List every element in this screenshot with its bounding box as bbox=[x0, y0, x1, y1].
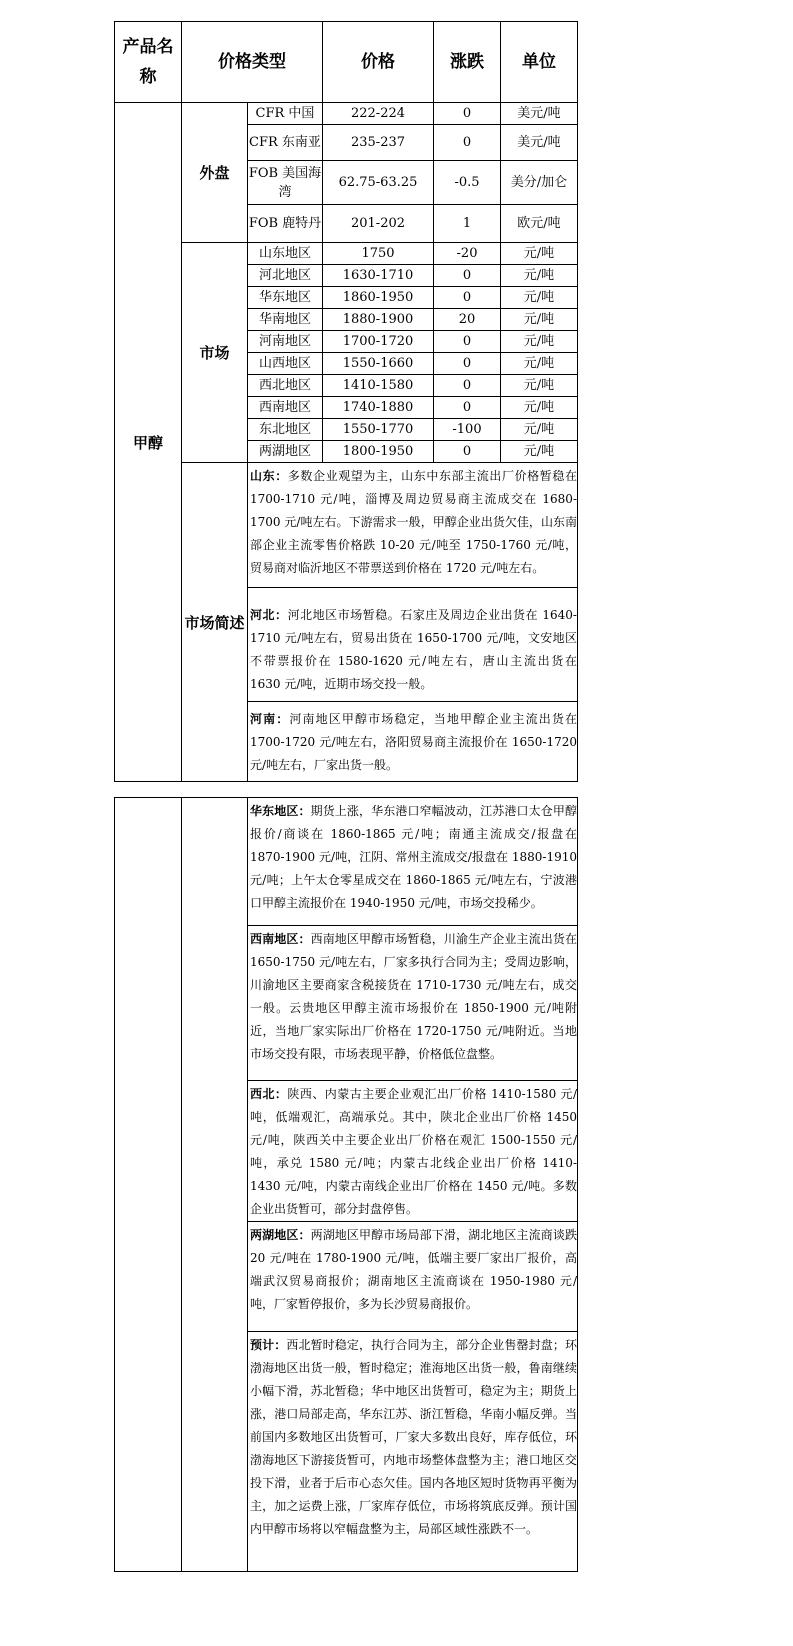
region-cell: 西南地区 bbox=[248, 397, 323, 419]
change-cell: 0 bbox=[434, 287, 501, 309]
price-cell: 1740-1880 bbox=[323, 397, 434, 419]
summary-title: 华东地区： bbox=[250, 804, 311, 818]
price-type-cell: CFR 中国 bbox=[248, 103, 323, 125]
unit-cell: 元/吨 bbox=[501, 287, 578, 309]
price-cell: 1630-1710 bbox=[323, 265, 434, 287]
price-cell: 1550-1660 bbox=[323, 353, 434, 375]
price-cell: 62.75-63.25 bbox=[323, 161, 434, 205]
region-cell: 河北地区 bbox=[248, 265, 323, 287]
table-row bbox=[115, 103, 578, 125]
table-row bbox=[115, 243, 578, 265]
unit-cell: 元/吨 bbox=[501, 265, 578, 287]
change-cell: 0 bbox=[434, 265, 501, 287]
summary-text: 期货上涨，华东港口窄幅波动，江苏港口太仓甲醇报价/商谈在 1860-1865 元/吨；南通主流成交/报盘在 1870-1900 元/吨，江阴、常州主流成交/报盘在 1880-1910 元/吨；上午太仓零星成交在 1860-1865 元/吨左右，宁波港口甲醇主流报价在 1940-1950 元/吨，市场交投稀少。 bbox=[250, 804, 577, 910]
continued-table bbox=[114, 797, 578, 1572]
change-cell: 0 bbox=[434, 397, 501, 419]
region-cell: 华南地区 bbox=[248, 309, 323, 331]
unit-cell: 元/吨 bbox=[501, 243, 578, 265]
unit-cell: 元/吨 bbox=[501, 397, 578, 419]
summary-text: 两湖地区甲醇市场局部下滑，湖北地区主流商谈跌 20 元/吨在 1780-1900 元/吨，低端主要厂家出厂报价，高端武汉贸易商报价；湖南地区主流商谈在 1950-1980 元/吨，厂家暂停报价，多为长沙贸易商报价。 bbox=[250, 1228, 577, 1311]
price-cell: 1880-1900 bbox=[323, 309, 434, 331]
summary-title: 西南地区： bbox=[250, 932, 311, 946]
change-cell: 0 bbox=[434, 375, 501, 397]
change-cell: 1 bbox=[434, 205, 501, 243]
change-cell: 0 bbox=[434, 353, 501, 375]
header-unit: 单位 bbox=[501, 22, 578, 103]
summary-paragraph bbox=[248, 926, 578, 1081]
region-cell: 山西地区 bbox=[248, 353, 323, 375]
summary-title: 河北： bbox=[250, 607, 288, 622]
change-cell: 0 bbox=[434, 125, 501, 161]
summary-paragraph bbox=[248, 1332, 578, 1572]
unit-cell: 元/吨 bbox=[501, 331, 578, 353]
region-cell: 华东地区 bbox=[248, 287, 323, 309]
unit-cell: 元/吨 bbox=[501, 375, 578, 397]
header-price-type: 价格类型 bbox=[182, 22, 323, 103]
summary-text: 陕西、内蒙古主要企业观汇出厂价格 1410-1580 元/吨，低端观汇，高端承兑。其中，陕北企业出厂价格 1450 元/吨，陕西关中主要企业出厂价格在观汇 1500-1550 元/吨，承兑 1580 元/吨；内蒙古北线企业出厂价格 1410-1430 元/吨，内蒙古南线企业出厂价格在 1450 元/吨。多数企业出货暂可，部分封盘停售。 bbox=[250, 1087, 577, 1216]
summary-row bbox=[115, 463, 578, 588]
summary-text: 河南地区甲醇市场稳定，当地甲醇企业主流出货在 1700-1720 元/吨左右，洛阳贸易商主流报价在 1650-1720 元/吨左右，厂家出货一般。 bbox=[250, 712, 577, 772]
price-type-cell: FOB 美国海湾 bbox=[248, 161, 323, 205]
summary-text: 西南地区甲醇市场暂稳，川渝生产企业主流出货在 1650-1750 元/吨左右，厂家多执行合同为主；受周边影响，川渝地区主要商家含税接货在 1710-1730 元/吨左右，成交一般。云贵地区甲醇主流市场报价在 1850-1900 元/吨附近，当地厂家实际出厂价格在 1720-1750 元/吨附近。当地市场交投有限，市场表现平静，价格低位盘整。 bbox=[250, 932, 577, 1061]
header-change: 涨跌 bbox=[434, 22, 501, 103]
summary-text: 多数企业观望为主，山东中东部主流出厂价格暂稳在 1700-1710 元/吨，淄博及周边贸易商主流成交在 1680-1700 元/吨左右。下游需求一般，甲醇企业出货欠佳，山东南部企业主流零售价格跌 10-20 元/吨至 1750-1760 元/吨，贸易商对临沂地区不带票送到价格在 1720 元/吨左右。 bbox=[250, 469, 577, 575]
product-cell: 甲醇 bbox=[115, 103, 182, 782]
price-cell: 1410-1580 bbox=[323, 375, 434, 397]
change-cell: 0 bbox=[434, 441, 501, 463]
change-cell: -0.5 bbox=[434, 161, 501, 205]
product-cell-blank bbox=[115, 798, 182, 1572]
price-cell: 1750 bbox=[323, 243, 434, 265]
price-cell: 235-237 bbox=[323, 125, 434, 161]
unit-cell: 美分/加仑 bbox=[501, 161, 578, 205]
summary-text: 河北地区市场暂稳。石家庄及周边企业出货在 1640-1710 元/吨左右，贸易出货在 1650-1700 元/吨，文安地区不带票报价在 1580-1620 元/吨左右，唐山主流出货在 1630 元/吨，近期市场交投一般。 bbox=[250, 607, 577, 691]
summary-title: 预计： bbox=[250, 1338, 287, 1352]
summary-title: 两湖地区： bbox=[250, 1228, 311, 1242]
price-type-cell: FOB 鹿特丹 bbox=[248, 205, 323, 243]
unit-cell: 元/吨 bbox=[501, 419, 578, 441]
summary-paragraph bbox=[248, 798, 578, 926]
header-product: 产品名称 bbox=[115, 22, 182, 103]
summary-paragraph bbox=[248, 602, 578, 702]
change-cell: 0 bbox=[434, 103, 501, 125]
change-cell: 20 bbox=[434, 309, 501, 331]
price-table bbox=[114, 21, 578, 782]
region-cell: 河南地区 bbox=[248, 331, 323, 353]
header-price: 价格 bbox=[323, 22, 434, 103]
label-cell-blank bbox=[182, 798, 248, 1572]
summary-title: 西北： bbox=[250, 1087, 288, 1101]
summary-title: 河南： bbox=[250, 712, 290, 726]
separator-cell bbox=[248, 588, 578, 602]
summary-title: 山东： bbox=[250, 469, 288, 483]
summary-paragraph bbox=[248, 1081, 578, 1222]
unit-cell: 美元/吨 bbox=[501, 103, 578, 125]
summary-label: 市场简述 bbox=[182, 463, 248, 782]
unit-cell: 元/吨 bbox=[501, 353, 578, 375]
market-label: 市场 bbox=[182, 243, 248, 463]
summary-paragraph bbox=[248, 463, 578, 588]
summary-paragraph bbox=[248, 1222, 578, 1332]
region-cell: 两湖地区 bbox=[248, 441, 323, 463]
price-cell: 1860-1950 bbox=[323, 287, 434, 309]
unit-cell: 美元/吨 bbox=[501, 125, 578, 161]
price-type-cell: CFR 东南亚 bbox=[248, 125, 323, 161]
region-cell: 山东地区 bbox=[248, 243, 323, 265]
header-row bbox=[115, 22, 578, 103]
price-cell: 1800-1950 bbox=[323, 441, 434, 463]
price-cell: 222-224 bbox=[323, 103, 434, 125]
foreign-label: 外盘 bbox=[182, 103, 248, 243]
summary-paragraph bbox=[248, 702, 578, 782]
price-cell: 1700-1720 bbox=[323, 331, 434, 353]
region-cell: 西北地区 bbox=[248, 375, 323, 397]
unit-cell: 元/吨 bbox=[501, 309, 578, 331]
change-cell: -100 bbox=[434, 419, 501, 441]
unit-cell: 元/吨 bbox=[501, 441, 578, 463]
price-cell: 201-202 bbox=[323, 205, 434, 243]
price-cell: 1550-1770 bbox=[323, 419, 434, 441]
region-cell: 东北地区 bbox=[248, 419, 323, 441]
change-cell: 0 bbox=[434, 331, 501, 353]
unit-cell: 欧元/吨 bbox=[501, 205, 578, 243]
summary-row bbox=[115, 798, 578, 926]
change-cell: -20 bbox=[434, 243, 501, 265]
summary-text: 西北暂时稳定，执行合同为主，部分企业售罄封盘；环渤海地区出货一般，暂时稳定；淮海地区出货一般，鲁南继续小幅下滑，苏北暂稳；华中地区出货暂可，稳定为主；期货上涨，港口局部走高，华东江苏、浙江暂稳，华南小幅反弹。当前国内多数地区出货暂可，厂家大多数出良好，库存低位，环渤海地区下游接货暂可，内地市场整体盘整为主；港口地区交投下滑，业者于后市心态欠佳。国内各地区短时货物再平衡为主，加之运费上涨，厂家库存低位，市场将筑底反弹。预计国内甲醇市场将以窄幅盘整为主，局部区域性涨跌不一。 bbox=[250, 1338, 577, 1536]
